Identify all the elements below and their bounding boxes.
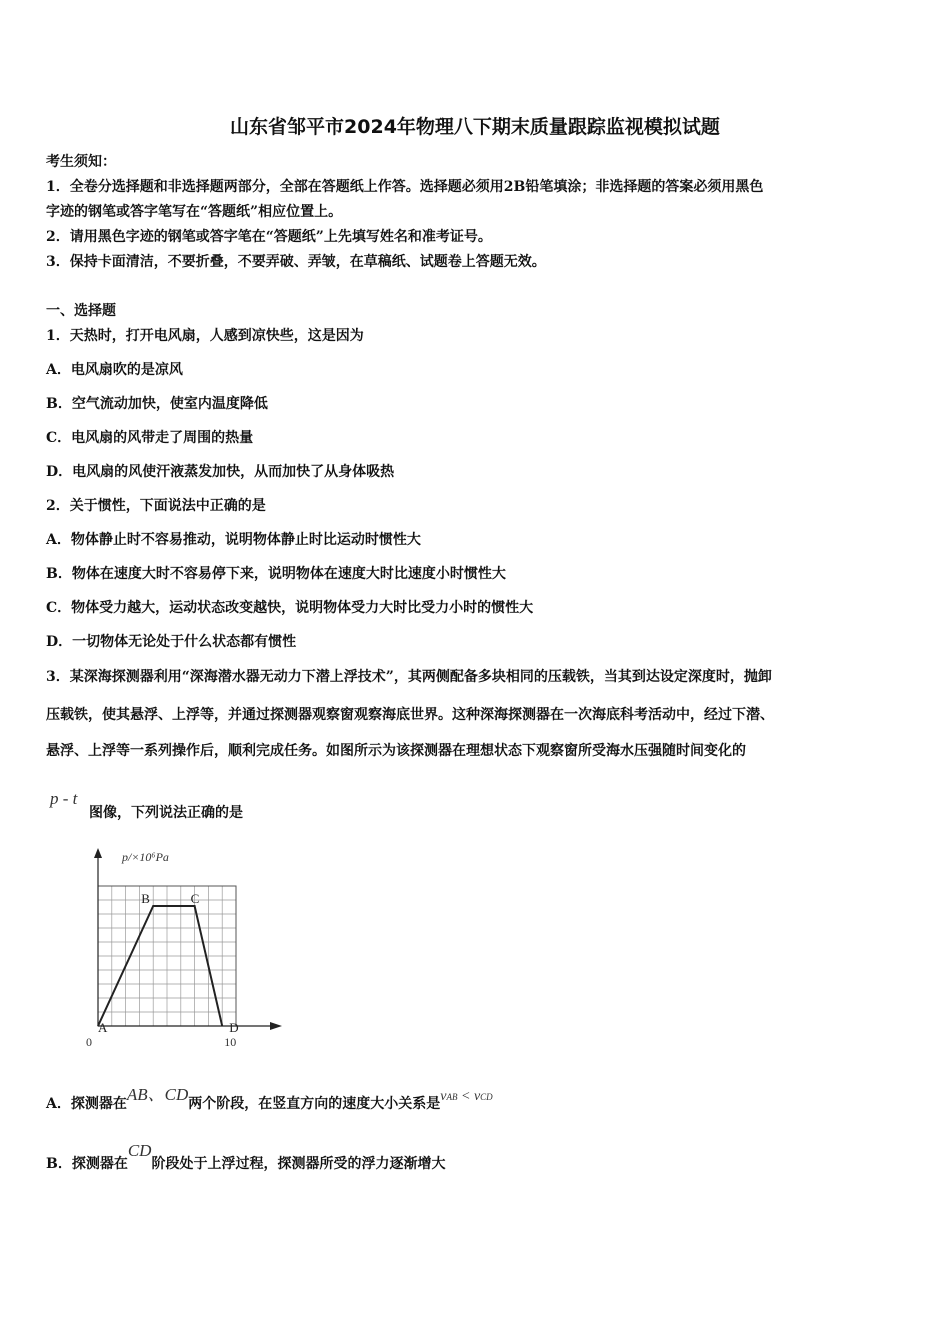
- q3-option-b: [46, 1141, 446, 1174]
- q3-option-a: [46, 1085, 493, 1115]
- q3-option-b-math: CD: [127, 1141, 152, 1160]
- less-than: <: [460, 1089, 471, 1104]
- v-ab: v: [440, 1089, 447, 1104]
- notice-item-3: 3．保持卡面清洁，不要折叠，不要弄破、弄皱，在草稿纸、试题卷上答题无效。: [46, 254, 546, 270]
- q2-option-b: B．物体在速度大时不容易停下来，说明物体在速度大时比速度小时惯性大: [46, 566, 506, 582]
- v-cd: v: [473, 1089, 481, 1104]
- pressure-time-chart: [70, 840, 300, 1060]
- q3-option-b-prefix: B．探测器在: [46, 1156, 128, 1172]
- y-axis-arrow: [94, 848, 102, 858]
- notice-item-1b: 字迹的钢笔或答字笔写在“答题纸”相应位置上。: [46, 204, 343, 220]
- q3-option-b-post: 阶段处于上浮过程，探测器所受的浮力逐渐增大: [151, 1156, 446, 1172]
- point-label-b: B: [141, 891, 150, 906]
- point-label-d: D: [229, 1020, 239, 1035]
- q3-pt-label: p - t: [50, 789, 78, 808]
- notice-heading: 考生须知：: [46, 154, 116, 170]
- page-title: 山东省邹平市2024年物理八下期末质量跟踪监视模拟试题: [230, 116, 720, 138]
- x-axis-arrow: [270, 1022, 282, 1030]
- notice-item-1a: 1．全卷分选择题和非选择题两部分，全部在答题纸上作答。选择题必须用2B铅笔填涂；非选择题的答案必须用黑色: [46, 179, 764, 195]
- q3-option-a-middle: 两个阶段，在竖直方向的速度大小关系是: [188, 1096, 441, 1112]
- point-label-a: A: [98, 1020, 108, 1035]
- q1-option-a: A．电风扇吹的是凉风: [46, 362, 183, 378]
- point-label-c: C: [190, 891, 200, 906]
- section-heading: 一、选择题: [46, 303, 116, 319]
- q2-option-d: D．一切物体无论处于什么状态都有惯性: [46, 634, 297, 650]
- q3-option-a-prefix: A．探测器在: [46, 1096, 127, 1112]
- v-cd-sub: CD: [480, 1092, 493, 1102]
- x-tick-0: 0: [86, 1035, 92, 1049]
- q1-option-d: D．电风扇的风使汗液蒸发加快，从而加快了从身体吸热: [46, 464, 395, 480]
- x-tick-10: 10: [224, 1035, 237, 1049]
- q3-line-4: 图像，下列说法正确的是: [89, 805, 243, 821]
- q2-option-c: C．物体受力越大，运动状态改变越快，说明物体受力大时比受力小时的惯性大: [46, 600, 534, 616]
- q3-line-1: 3．某深海探测器利用“深海潜水器无动力下潜上浮技术”，其两侧配备多块相同的压载铁，当其到达设定深度时，抛卸: [46, 669, 772, 685]
- notice-item-2: 2．请用黑色字迹的钢笔或答字笔在“答题纸”上先填写姓名和准考证号。: [46, 229, 492, 245]
- q3-option-a-math: AB、CD: [126, 1085, 189, 1104]
- pressure-series-line: [98, 906, 222, 1026]
- q1-option-b: B．空气流动加快，使室内温度降低: [46, 396, 268, 412]
- v-ab-sub: AB: [446, 1092, 458, 1102]
- q3-line-2: 压载铁，使其悬浮、上浮等，并通过探测器观察窗观察海底世界。这种深海探测器在一次海底科考活动中，经过下潜、: [46, 707, 774, 723]
- v-ab-symbol: [440, 1089, 492, 1104]
- q2-option-a: A．物体静止时不容易推动，说明物体静止时比运动时惯性大: [46, 532, 421, 548]
- q1-stem: 1．天热时，打开电风扇，人感到凉快些，这是因为: [46, 328, 364, 344]
- q2-stem: 2．关于惯性，下面说法中正确的是: [46, 498, 266, 514]
- q3-line-3: 悬浮、上浮等一系列操作后，顺利完成任务。如图所示为该探测器在理想状态下观察窗所受海水压强随时间变化的: [46, 743, 746, 759]
- q1-option-c: C．电风扇的风带走了周围的热量: [46, 430, 254, 446]
- y-axis-label: p/×10⁶Pa: [122, 850, 169, 864]
